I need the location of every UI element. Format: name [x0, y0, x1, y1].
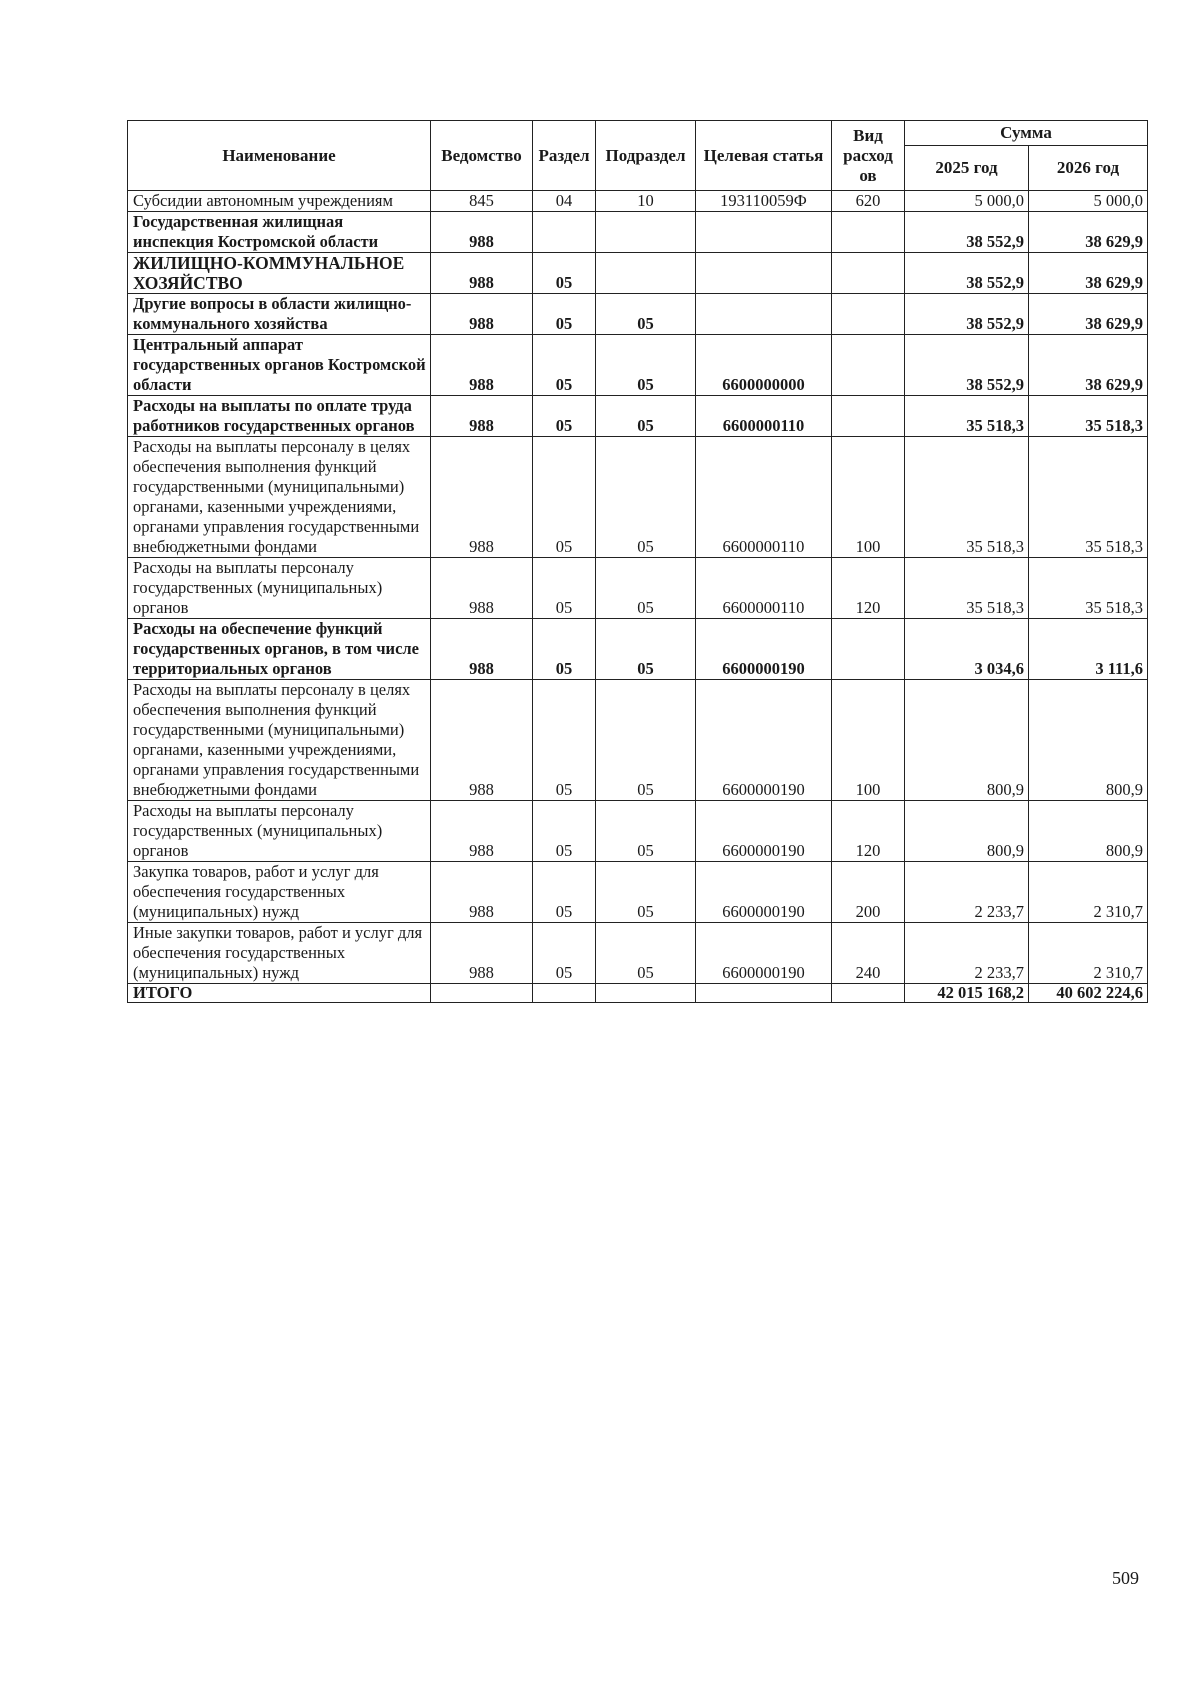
page-number: 509 [1112, 1568, 1139, 1588]
row-sum-2026: 35 518,3 [1029, 558, 1148, 619]
table-row [128, 801, 1148, 862]
row-sum-2026: 2 310,7 [1029, 923, 1148, 984]
row-department: 988 [431, 619, 533, 680]
header-section: Раздел [533, 121, 596, 191]
row-expense-type: 120 [832, 558, 905, 619]
row-sum-2026: 38 629,9 [1029, 253, 1148, 294]
table-row-total [128, 984, 1148, 1003]
row-name: ИТОГО [128, 984, 431, 1003]
row-subsection: 10 [596, 191, 696, 212]
table-row [128, 396, 1148, 437]
row-expense-type: 100 [832, 437, 905, 558]
row-department: 988 [431, 335, 533, 396]
row-expense-type [832, 984, 905, 1003]
row-sum-2026: 38 629,9 [1029, 294, 1148, 335]
row-subsection: 05 [596, 680, 696, 801]
row-section: 05 [533, 253, 596, 294]
row-sum-2025: 42 015 168,2 [905, 984, 1029, 1003]
table-row [128, 335, 1148, 396]
row-sum-2026: 35 518,3 [1029, 396, 1148, 437]
row-sum-2025: 800,9 [905, 801, 1029, 862]
table-row [128, 212, 1148, 253]
table-row [128, 558, 1148, 619]
row-department: 988 [431, 558, 533, 619]
row-department: 988 [431, 294, 533, 335]
row-sum-2025: 3 034,6 [905, 619, 1029, 680]
row-expense-type: 120 [832, 801, 905, 862]
row-section: 05 [533, 923, 596, 984]
row-target-article [696, 984, 832, 1003]
row-target-article: 6600000190 [696, 862, 832, 923]
row-subsection: 05 [596, 862, 696, 923]
row-expense-type: 620 [832, 191, 905, 212]
row-sum-2026: 3 111,6 [1029, 619, 1148, 680]
row-subsection [596, 253, 696, 294]
row-department: 988 [431, 212, 533, 253]
row-expense-type [832, 294, 905, 335]
row-target-article: 6600000190 [696, 619, 832, 680]
row-department: 988 [431, 437, 533, 558]
header-target-article: Целевая статья [696, 121, 832, 191]
row-expense-type [832, 212, 905, 253]
row-expense-type: 240 [832, 923, 905, 984]
row-section: 05 [533, 801, 596, 862]
row-sum-2025: 35 518,3 [905, 396, 1029, 437]
table-row [128, 619, 1148, 680]
row-name: Иные закупки товаров, работ и услуг для обеспечения государственных (муниципальных) нужд [128, 923, 431, 984]
row-expense-type [832, 619, 905, 680]
row-name: Расходы на выплаты персоналу государственных (муниципальных) органов [128, 558, 431, 619]
row-subsection: 05 [596, 801, 696, 862]
table-row [128, 253, 1148, 294]
row-subsection: 05 [596, 923, 696, 984]
row-sum-2026: 800,9 [1029, 801, 1148, 862]
row-subsection [596, 212, 696, 253]
row-target-article: 6600000110 [696, 396, 832, 437]
row-subsection: 05 [596, 558, 696, 619]
row-department: 988 [431, 680, 533, 801]
budget-table [127, 120, 1148, 1003]
row-name: Государственная жилищная инспекция Костромской области [128, 212, 431, 253]
row-target-article [696, 294, 832, 335]
row-expense-type: 100 [832, 680, 905, 801]
row-target-article: 6600000000 [696, 335, 832, 396]
row-subsection: 05 [596, 335, 696, 396]
row-sum-2025: 38 552,9 [905, 253, 1029, 294]
row-department: 988 [431, 253, 533, 294]
row-sum-2026: 800,9 [1029, 680, 1148, 801]
header-department: Ведомство [431, 121, 533, 191]
row-target-article: 6600000110 [696, 558, 832, 619]
row-sum-2025: 38 552,9 [905, 212, 1029, 253]
row-sum-2025: 5 000,0 [905, 191, 1029, 212]
row-target-article: 6600000190 [696, 680, 832, 801]
row-subsection: 05 [596, 619, 696, 680]
row-section: 04 [533, 191, 596, 212]
row-subsection [596, 984, 696, 1003]
row-department: 988 [431, 396, 533, 437]
header-expense-type: Вид расход ов [832, 121, 905, 191]
row-sum-2026: 38 629,9 [1029, 335, 1148, 396]
table-row [128, 862, 1148, 923]
row-subsection: 05 [596, 437, 696, 558]
row-sum-2026: 2 310,7 [1029, 862, 1148, 923]
row-expense-type [832, 253, 905, 294]
header-year-2025: 2025 год [905, 146, 1029, 191]
row-expense-type [832, 396, 905, 437]
header-subsection: Подраздел [596, 121, 696, 191]
header-name: Наименование [128, 121, 431, 191]
row-section: 05 [533, 294, 596, 335]
row-sum-2025: 35 518,3 [905, 437, 1029, 558]
row-department [431, 984, 533, 1003]
row-section: 05 [533, 862, 596, 923]
row-sum-2025: 2 233,7 [905, 862, 1029, 923]
row-sum-2025: 800,9 [905, 680, 1029, 801]
row-name: Расходы на выплаты по оплате труда работников государственных органов [128, 396, 431, 437]
row-section: 05 [533, 558, 596, 619]
row-name: ЖИЛИЩНО-КОММУНАЛЬНОЕ ХОЗЯЙСТВО [128, 253, 431, 294]
row-target-article: 6600000110 [696, 437, 832, 558]
row-name: Субсидии автономным учреждениям [128, 191, 431, 212]
row-target-article: 6600000190 [696, 923, 832, 984]
row-target-article [696, 253, 832, 294]
row-sum-2026: 40 602 224,6 [1029, 984, 1148, 1003]
row-section [533, 212, 596, 253]
row-target-article: 6600000190 [696, 801, 832, 862]
row-subsection: 05 [596, 396, 696, 437]
row-sum-2025: 2 233,7 [905, 923, 1029, 984]
row-name: Расходы на выплаты персоналу в целях обеспечения выполнения функций государственными (муниципальными) органами, казенными учреждениями, органами управления государственными внебюджетными фондами [128, 437, 431, 558]
row-section: 05 [533, 437, 596, 558]
table-row [128, 191, 1148, 212]
row-name: Другие вопросы в области жилищно-коммунального хозяйства [128, 294, 431, 335]
table-row [128, 923, 1148, 984]
row-target-article [696, 212, 832, 253]
row-expense-type [832, 335, 905, 396]
header-sum: Сумма [905, 121, 1148, 146]
row-department: 988 [431, 801, 533, 862]
header-year-2026: 2026 год [1029, 146, 1148, 191]
table-row [128, 294, 1148, 335]
row-department: 988 [431, 923, 533, 984]
row-name: Центральный аппарат государственных органов Костромской области [128, 335, 431, 396]
row-sum-2026: 35 518,3 [1029, 437, 1148, 558]
row-section [533, 984, 596, 1003]
row-sum-2026: 38 629,9 [1029, 212, 1148, 253]
row-department: 988 [431, 862, 533, 923]
row-section: 05 [533, 335, 596, 396]
table-row [128, 680, 1148, 801]
row-section: 05 [533, 396, 596, 437]
row-sum-2025: 38 552,9 [905, 335, 1029, 396]
row-section: 05 [533, 619, 596, 680]
row-department: 845 [431, 191, 533, 212]
row-sum-2025: 38 552,9 [905, 294, 1029, 335]
row-name: Расходы на выплаты персоналу государственных (муниципальных) органов [128, 801, 431, 862]
row-subsection: 05 [596, 294, 696, 335]
row-sum-2025: 35 518,3 [905, 558, 1029, 619]
row-sum-2026: 5 000,0 [1029, 191, 1148, 212]
row-section: 05 [533, 680, 596, 801]
row-expense-type: 200 [832, 862, 905, 923]
row-name: Расходы на выплаты персоналу в целях обеспечения выполнения функций государственными (муниципальными) органами, казенными учреждениями, органами управления государственными внебюджетными фондами [128, 680, 431, 801]
row-target-article: 193110059Ф [696, 191, 832, 212]
row-name: Расходы на обеспечение функций государственных органов, в том числе территориальных органов [128, 619, 431, 680]
table-row [128, 437, 1148, 558]
row-name: Закупка товаров, работ и услуг для обеспечения государственных (муниципальных) нужд [128, 862, 431, 923]
